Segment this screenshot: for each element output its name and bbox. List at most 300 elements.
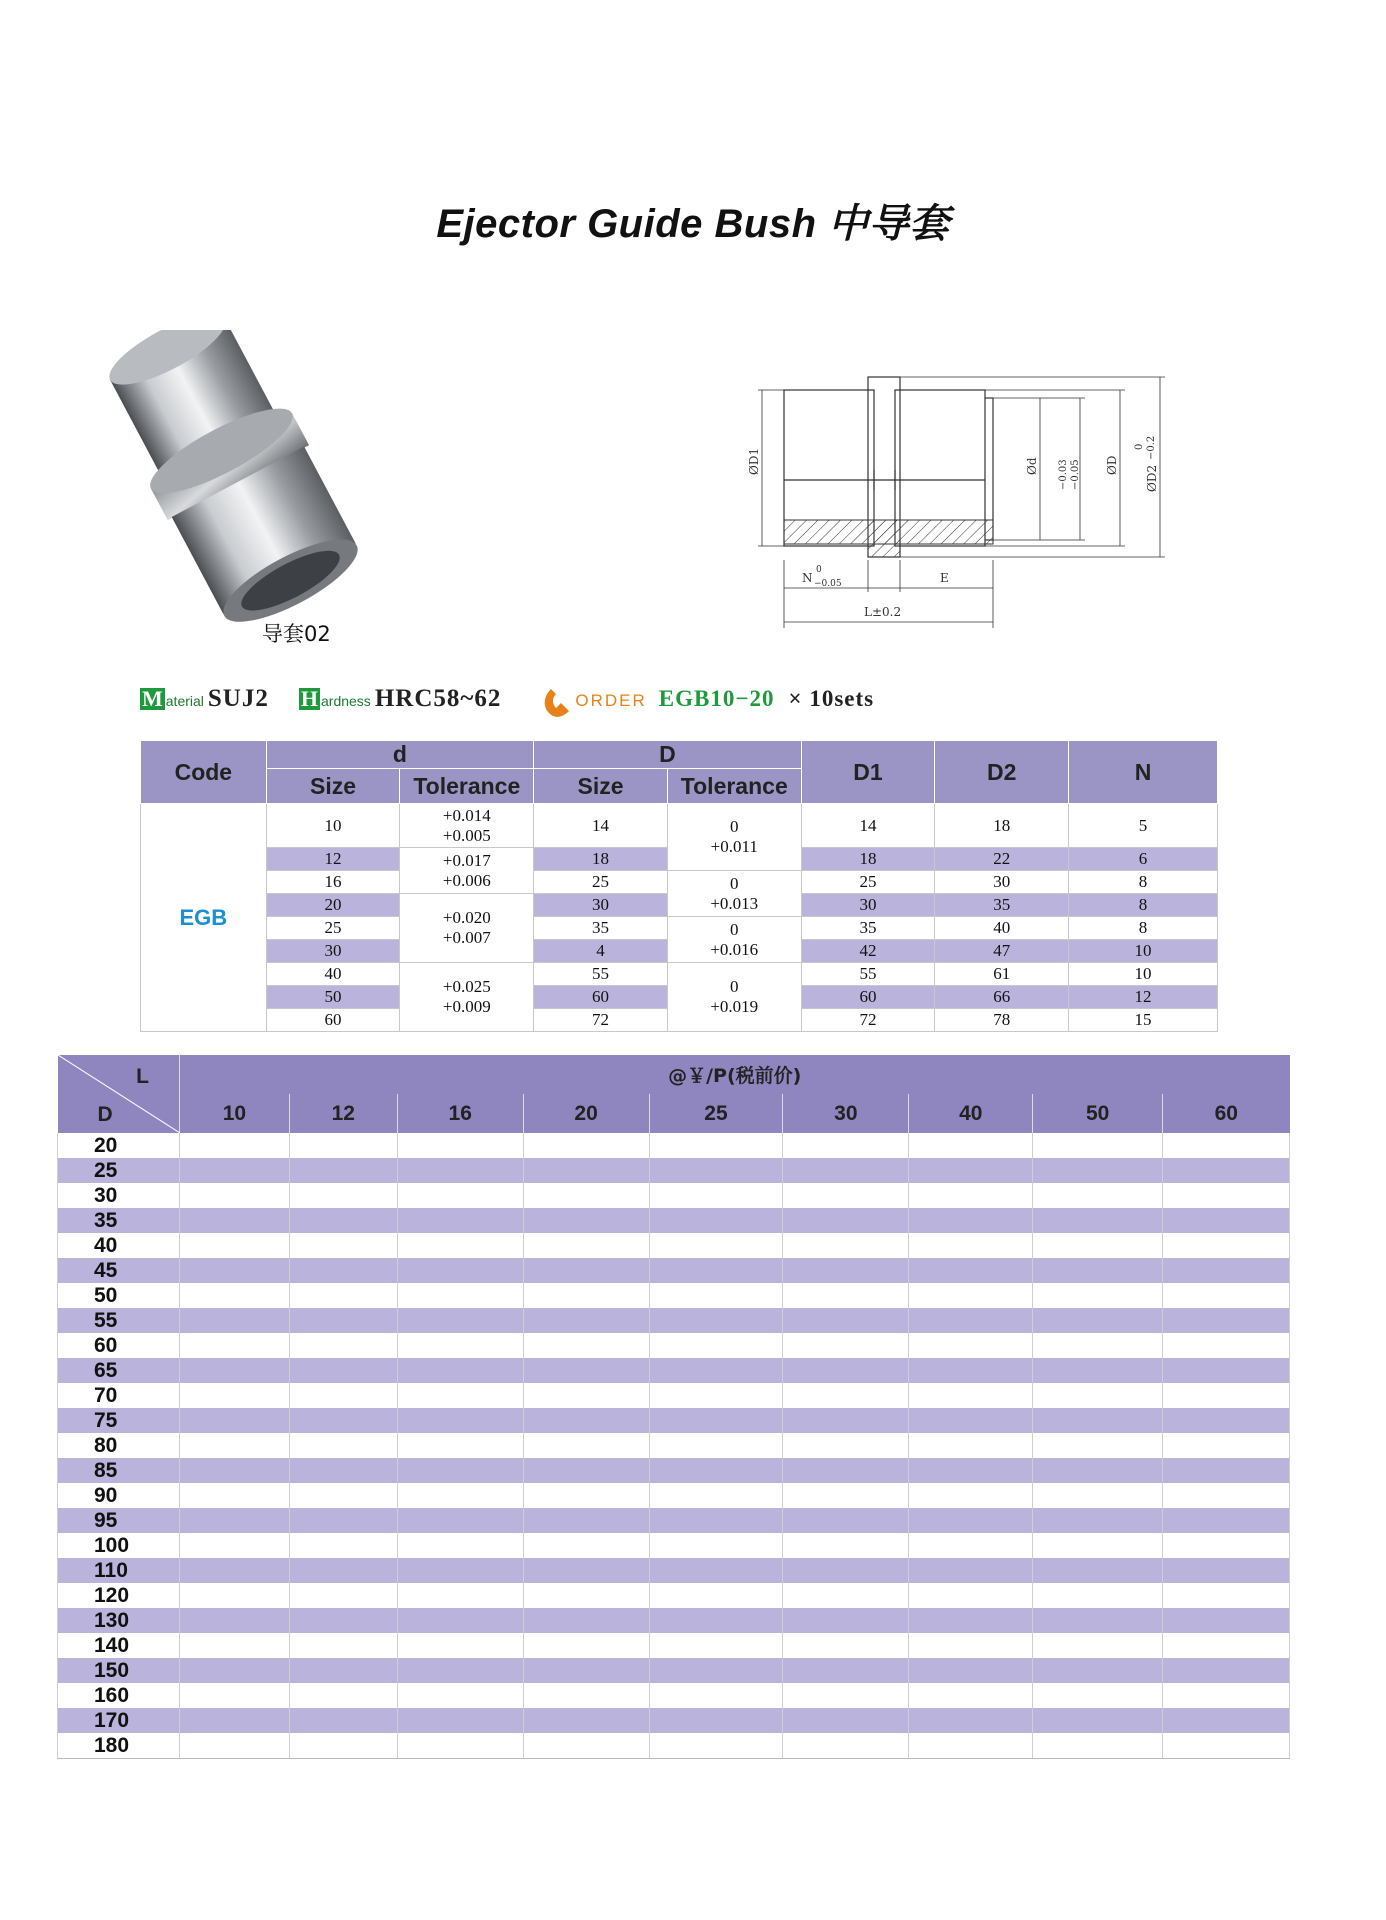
D-tolerance-cell: 0 +0.011 xyxy=(667,804,801,871)
price-cell xyxy=(649,1508,783,1533)
D-size-cell: 60 xyxy=(534,986,668,1009)
price-cell xyxy=(397,1208,523,1233)
price-cell xyxy=(649,1333,783,1358)
price-cell xyxy=(289,1283,397,1308)
dim-D2-tol-top: 0 xyxy=(1134,443,1145,450)
price-cell xyxy=(397,1258,523,1283)
spec-table xyxy=(140,740,1218,1032)
d-size-cell: 12 xyxy=(266,848,400,871)
price-cell xyxy=(289,1533,397,1558)
price-cell xyxy=(1033,1558,1163,1583)
price-cell xyxy=(649,1158,783,1183)
D-size-cell: 55 xyxy=(534,963,668,986)
price-cell xyxy=(649,1633,783,1658)
price-cell xyxy=(289,1333,397,1358)
price-cell xyxy=(1033,1408,1163,1433)
D-size-cell: 18 xyxy=(534,848,668,871)
price-cell xyxy=(523,1683,649,1708)
D1-cell: 42 xyxy=(801,940,935,963)
table-row xyxy=(58,1408,1290,1433)
price-cell xyxy=(1033,1358,1163,1383)
price-cell xyxy=(649,1483,783,1508)
price-cell xyxy=(397,1133,523,1158)
table-row xyxy=(58,1458,1290,1483)
price-cell xyxy=(1033,1308,1163,1333)
diameter-cell: 70 xyxy=(58,1383,180,1408)
price-cell xyxy=(289,1183,397,1208)
price-cell xyxy=(783,1583,909,1608)
D1-cell: 35 xyxy=(801,917,935,940)
price-cell xyxy=(1163,1533,1290,1558)
N-cell: 8 xyxy=(1069,871,1218,894)
price-cell xyxy=(523,1533,649,1558)
price-cell xyxy=(1163,1333,1290,1358)
price-cell xyxy=(289,1633,397,1658)
price-cell xyxy=(783,1658,909,1683)
diameter-cell: 55 xyxy=(58,1308,180,1333)
price-cell xyxy=(397,1458,523,1483)
length-header: 16 xyxy=(397,1094,523,1133)
diameter-cell: 110 xyxy=(58,1558,180,1583)
diameter-cell: 65 xyxy=(58,1358,180,1383)
price-cell xyxy=(523,1258,649,1283)
diameter-cell: 80 xyxy=(58,1433,180,1458)
phone-icon xyxy=(541,685,575,719)
price-cell xyxy=(1033,1258,1163,1283)
code-cell: EGB xyxy=(141,804,267,1032)
diameter-cell: 85 xyxy=(58,1458,180,1483)
price-cell xyxy=(1033,1233,1163,1258)
price-cell xyxy=(649,1583,783,1608)
photo-caption: 导套02 xyxy=(262,622,331,646)
price-cell xyxy=(523,1733,649,1759)
price-cell xyxy=(289,1358,397,1383)
price-cell xyxy=(909,1458,1033,1483)
price-cell xyxy=(179,1333,289,1358)
price-cell xyxy=(523,1558,649,1583)
price-cell xyxy=(289,1208,397,1233)
table-row xyxy=(58,1733,1290,1759)
price-cell xyxy=(783,1283,909,1308)
diameter-cell: 30 xyxy=(58,1183,180,1208)
table-row xyxy=(58,1433,1290,1458)
price-cell xyxy=(397,1658,523,1683)
price-table xyxy=(57,1055,1290,1759)
price-cell xyxy=(649,1258,783,1283)
price-title: @￥/P(税前价) xyxy=(179,1055,1289,1094)
price-cell xyxy=(909,1308,1033,1333)
price-cell xyxy=(909,1383,1033,1408)
price-cell xyxy=(649,1233,783,1258)
price-cell xyxy=(909,1133,1033,1158)
D1-cell: 60 xyxy=(801,986,935,1009)
price-cell xyxy=(783,1383,909,1408)
price-cell xyxy=(523,1233,649,1258)
price-cell xyxy=(397,1483,523,1508)
price-cell xyxy=(1033,1608,1163,1633)
price-cell xyxy=(1033,1733,1163,1759)
table-row xyxy=(58,1283,1290,1308)
dim-D2: ØD2 xyxy=(1145,464,1159,492)
length-header: 10 xyxy=(179,1094,289,1133)
price-cell xyxy=(179,1408,289,1433)
price-cell xyxy=(397,1158,523,1183)
price-cell xyxy=(649,1308,783,1333)
price-cell xyxy=(909,1733,1033,1759)
price-cell xyxy=(783,1408,909,1433)
price-cell xyxy=(397,1283,523,1308)
price-cell xyxy=(783,1208,909,1233)
price-cell xyxy=(289,1158,397,1183)
price-cell xyxy=(289,1583,397,1608)
price-cell xyxy=(397,1533,523,1558)
price-cell xyxy=(649,1208,783,1233)
price-cell xyxy=(783,1133,909,1158)
price-cell xyxy=(1163,1633,1290,1658)
price-cell xyxy=(649,1683,783,1708)
table-row xyxy=(141,963,1218,986)
price-cell xyxy=(523,1433,649,1458)
price-cell xyxy=(649,1608,783,1633)
price-cell xyxy=(289,1133,397,1158)
price-cell xyxy=(179,1683,289,1708)
price-cell xyxy=(179,1583,289,1608)
header-D: D xyxy=(534,741,801,769)
price-cell xyxy=(783,1508,909,1533)
price-cell xyxy=(1163,1358,1290,1383)
price-cell xyxy=(649,1133,783,1158)
price-cell xyxy=(1033,1458,1163,1483)
dim-N-tol-top: 0 xyxy=(816,565,822,575)
price-cell xyxy=(523,1458,649,1483)
price-cell xyxy=(783,1233,909,1258)
price-cell xyxy=(289,1233,397,1258)
N-cell: 5 xyxy=(1069,804,1218,848)
dim-N: N xyxy=(802,571,813,585)
price-cell xyxy=(1163,1583,1290,1608)
diameter-cell: 160 xyxy=(58,1683,180,1708)
d-size-cell: 50 xyxy=(266,986,400,1009)
length-header: 40 xyxy=(909,1094,1033,1133)
price-cell xyxy=(1163,1658,1290,1683)
price-cell xyxy=(397,1708,523,1733)
price-cell xyxy=(1163,1383,1290,1408)
diameter-cell: 35 xyxy=(58,1208,180,1233)
hardness-label: ardness xyxy=(321,693,371,709)
table-row xyxy=(141,917,1218,940)
price-cell xyxy=(1163,1408,1290,1433)
price-cell xyxy=(523,1133,649,1158)
hardness-value: HRC58~62 xyxy=(374,685,502,712)
table-row xyxy=(141,871,1218,894)
price-cell xyxy=(397,1583,523,1608)
price-cell xyxy=(179,1658,289,1683)
N-cell: 10 xyxy=(1069,963,1218,986)
D-tolerance-cell: 0 +0.013 xyxy=(667,871,801,917)
price-cell xyxy=(289,1383,397,1408)
price-cell xyxy=(649,1283,783,1308)
diameter-cell: 120 xyxy=(58,1583,180,1608)
D1-cell: 25 xyxy=(801,871,935,894)
D-size-cell: 35 xyxy=(534,917,668,940)
price-cell xyxy=(289,1483,397,1508)
price-cell xyxy=(783,1683,909,1708)
D-tolerance-cell: 0 +0.016 xyxy=(667,917,801,963)
table-row xyxy=(58,1258,1290,1283)
header-N: N xyxy=(1069,741,1218,804)
diameter-cell: 170 xyxy=(58,1708,180,1733)
price-cell xyxy=(649,1658,783,1683)
table-row xyxy=(58,1708,1290,1733)
price-cell xyxy=(909,1558,1033,1583)
N-cell: 15 xyxy=(1069,1009,1218,1032)
diameter-cell: 150 xyxy=(58,1658,180,1683)
N-cell: 6 xyxy=(1069,848,1218,871)
price-cell xyxy=(649,1708,783,1733)
diameter-cell: 75 xyxy=(58,1408,180,1433)
price-cell xyxy=(1033,1483,1163,1508)
price-cell xyxy=(909,1633,1033,1658)
table-row xyxy=(58,1658,1290,1683)
price-cell xyxy=(1033,1183,1163,1208)
price-cell xyxy=(1033,1383,1163,1408)
price-cell xyxy=(1033,1583,1163,1608)
price-cell xyxy=(397,1733,523,1759)
price-cell xyxy=(1033,1208,1163,1233)
price-cell xyxy=(909,1583,1033,1608)
dim-E: E xyxy=(940,571,949,585)
diameter-cell: 25 xyxy=(58,1158,180,1183)
price-cell xyxy=(523,1283,649,1308)
price-cell xyxy=(289,1508,397,1533)
page-title: Ejector Guide Bush 中导套 xyxy=(436,202,950,246)
D-tolerance-cell: 0 +0.019 xyxy=(667,963,801,1032)
price-cell xyxy=(649,1408,783,1433)
price-cell xyxy=(1163,1608,1290,1633)
length-header-row xyxy=(58,1094,1290,1133)
price-cell xyxy=(1033,1683,1163,1708)
price-cell xyxy=(1163,1183,1290,1208)
table-row xyxy=(58,1183,1290,1208)
D1-cell: 72 xyxy=(801,1009,935,1032)
table-row xyxy=(58,1633,1290,1658)
corner-header xyxy=(58,1055,180,1133)
table-row xyxy=(58,1158,1290,1183)
price-cell xyxy=(783,1458,909,1483)
price-cell xyxy=(179,1233,289,1258)
price-cell xyxy=(909,1483,1033,1508)
price-cell xyxy=(397,1408,523,1433)
table-row xyxy=(58,1608,1290,1633)
table-row xyxy=(58,1558,1290,1583)
price-cell xyxy=(397,1233,523,1258)
price-cell xyxy=(783,1483,909,1508)
price-cell xyxy=(289,1708,397,1733)
d-size-cell: 25 xyxy=(266,917,400,940)
header-d-tolerance: Tolerance xyxy=(400,769,534,804)
price-cell xyxy=(909,1608,1033,1633)
diameter-cell: 90 xyxy=(58,1483,180,1508)
D1-cell: 55 xyxy=(801,963,935,986)
price-cell xyxy=(909,1333,1033,1358)
price-cell xyxy=(783,1633,909,1658)
D2-cell: 61 xyxy=(935,963,1069,986)
D1-cell: 30 xyxy=(801,894,935,917)
price-cell xyxy=(909,1283,1033,1308)
price-cell xyxy=(649,1183,783,1208)
D1-cell: 18 xyxy=(801,848,935,871)
price-cell xyxy=(909,1208,1033,1233)
price-cell xyxy=(1163,1683,1290,1708)
price-cell xyxy=(909,1183,1033,1208)
price-cell xyxy=(783,1533,909,1558)
header-D-size: Size xyxy=(534,769,668,804)
D-size-cell: 72 xyxy=(534,1009,668,1032)
price-cell xyxy=(1033,1633,1163,1658)
dim-D: ØD xyxy=(1105,455,1119,475)
price-cell xyxy=(289,1433,397,1458)
order-qty: × 10sets xyxy=(788,686,875,711)
corner-L: L xyxy=(136,1065,149,1088)
d-tolerance-cell: +0.017 +0.006 xyxy=(400,848,534,894)
price-cell xyxy=(397,1308,523,1333)
price-cell xyxy=(1163,1733,1290,1759)
price-cell xyxy=(397,1358,523,1383)
price-cell xyxy=(909,1158,1033,1183)
table-row xyxy=(58,1358,1290,1383)
price-cell xyxy=(1163,1258,1290,1283)
header-D1: D1 xyxy=(801,741,935,804)
diameter-cell: 45 xyxy=(58,1258,180,1283)
price-cell xyxy=(1033,1133,1163,1158)
diameter-cell: 60 xyxy=(58,1333,180,1358)
D2-cell: 22 xyxy=(935,848,1069,871)
D-size-cell: 4 xyxy=(534,940,668,963)
D2-cell: 30 xyxy=(935,871,1069,894)
price-cell xyxy=(397,1683,523,1708)
price-cell xyxy=(1163,1308,1290,1333)
corner-diagonal xyxy=(58,1055,180,1133)
header-code: Code xyxy=(141,741,267,804)
price-cell xyxy=(289,1258,397,1283)
dim-D2-tol-bottom: −0.2 xyxy=(1146,435,1157,460)
price-cell xyxy=(179,1283,289,1308)
price-cell xyxy=(1163,1508,1290,1533)
price-cell xyxy=(783,1708,909,1733)
price-cell xyxy=(1033,1508,1163,1533)
d-size-cell: 60 xyxy=(266,1009,400,1032)
price-cell xyxy=(783,1258,909,1283)
diameter-cell: 140 xyxy=(58,1633,180,1658)
price-cell xyxy=(1163,1458,1290,1483)
price-cell xyxy=(783,1308,909,1333)
d-size-cell: 16 xyxy=(266,871,400,894)
price-cell xyxy=(523,1408,649,1433)
price-cell xyxy=(289,1558,397,1583)
price-cell xyxy=(649,1458,783,1483)
price-cell xyxy=(909,1533,1033,1558)
price-cell xyxy=(649,1558,783,1583)
price-cell xyxy=(397,1383,523,1408)
D-size-cell: 25 xyxy=(534,871,668,894)
D1-cell: 14 xyxy=(801,804,935,848)
price-cell xyxy=(909,1658,1033,1683)
price-cell xyxy=(649,1533,783,1558)
price-cell xyxy=(397,1608,523,1633)
header-d-size: Size xyxy=(266,769,400,804)
price-cell xyxy=(909,1508,1033,1533)
price-cell xyxy=(1163,1708,1290,1733)
price-cell xyxy=(179,1533,289,1558)
price-cell xyxy=(1163,1558,1290,1583)
order-label: RDER xyxy=(590,691,647,710)
price-cell xyxy=(289,1408,397,1433)
price-cell xyxy=(397,1183,523,1208)
price-cell xyxy=(1163,1208,1290,1233)
price-cell xyxy=(909,1683,1033,1708)
price-cell xyxy=(179,1558,289,1583)
diameter-cell: 180 xyxy=(58,1733,180,1759)
table-row xyxy=(58,1308,1290,1333)
price-cell xyxy=(179,1608,289,1633)
diameter-cell: 20 xyxy=(58,1133,180,1158)
price-cell xyxy=(909,1358,1033,1383)
technical-drawing xyxy=(740,360,1190,645)
price-cell xyxy=(909,1258,1033,1283)
price-cell xyxy=(1033,1708,1163,1733)
price-cell xyxy=(1033,1658,1163,1683)
price-cell xyxy=(1163,1433,1290,1458)
hardness-cap: H xyxy=(300,686,318,711)
header-D-tolerance: Tolerance xyxy=(667,769,801,804)
diameter-cell: 40 xyxy=(58,1233,180,1258)
N-cell: 8 xyxy=(1069,917,1218,940)
D2-cell: 40 xyxy=(935,917,1069,940)
price-cell xyxy=(179,1158,289,1183)
table-row xyxy=(58,1233,1290,1258)
dim-d-tol-bottom: −0.05 xyxy=(1070,459,1081,490)
d-size-cell: 10 xyxy=(266,804,400,848)
price-cell xyxy=(289,1608,397,1633)
price-cell xyxy=(179,1633,289,1658)
dim-N-tol-bottom: −0.05 xyxy=(814,579,842,589)
price-cell xyxy=(1163,1483,1290,1508)
price-cell xyxy=(649,1358,783,1383)
price-cell xyxy=(909,1233,1033,1258)
table-row xyxy=(58,1533,1290,1558)
price-cell xyxy=(179,1133,289,1158)
price-cell xyxy=(1163,1283,1290,1308)
price-cell xyxy=(909,1408,1033,1433)
length-header: 50 xyxy=(1033,1094,1163,1133)
price-cell xyxy=(397,1558,523,1583)
diameter-cell: 130 xyxy=(58,1608,180,1633)
price-cell xyxy=(397,1508,523,1533)
price-cell xyxy=(179,1458,289,1483)
dim-d-tol-top: −0.03 xyxy=(1058,459,1069,490)
price-cell xyxy=(523,1658,649,1683)
price-cell xyxy=(179,1383,289,1408)
price-cell xyxy=(397,1433,523,1458)
price-cell xyxy=(1163,1158,1290,1183)
price-cell xyxy=(649,1433,783,1458)
table-row xyxy=(58,1508,1290,1533)
price-cell xyxy=(289,1308,397,1333)
price-cell xyxy=(179,1483,289,1508)
price-cell xyxy=(1033,1158,1163,1183)
price-cell xyxy=(179,1308,289,1333)
price-cell xyxy=(179,1183,289,1208)
